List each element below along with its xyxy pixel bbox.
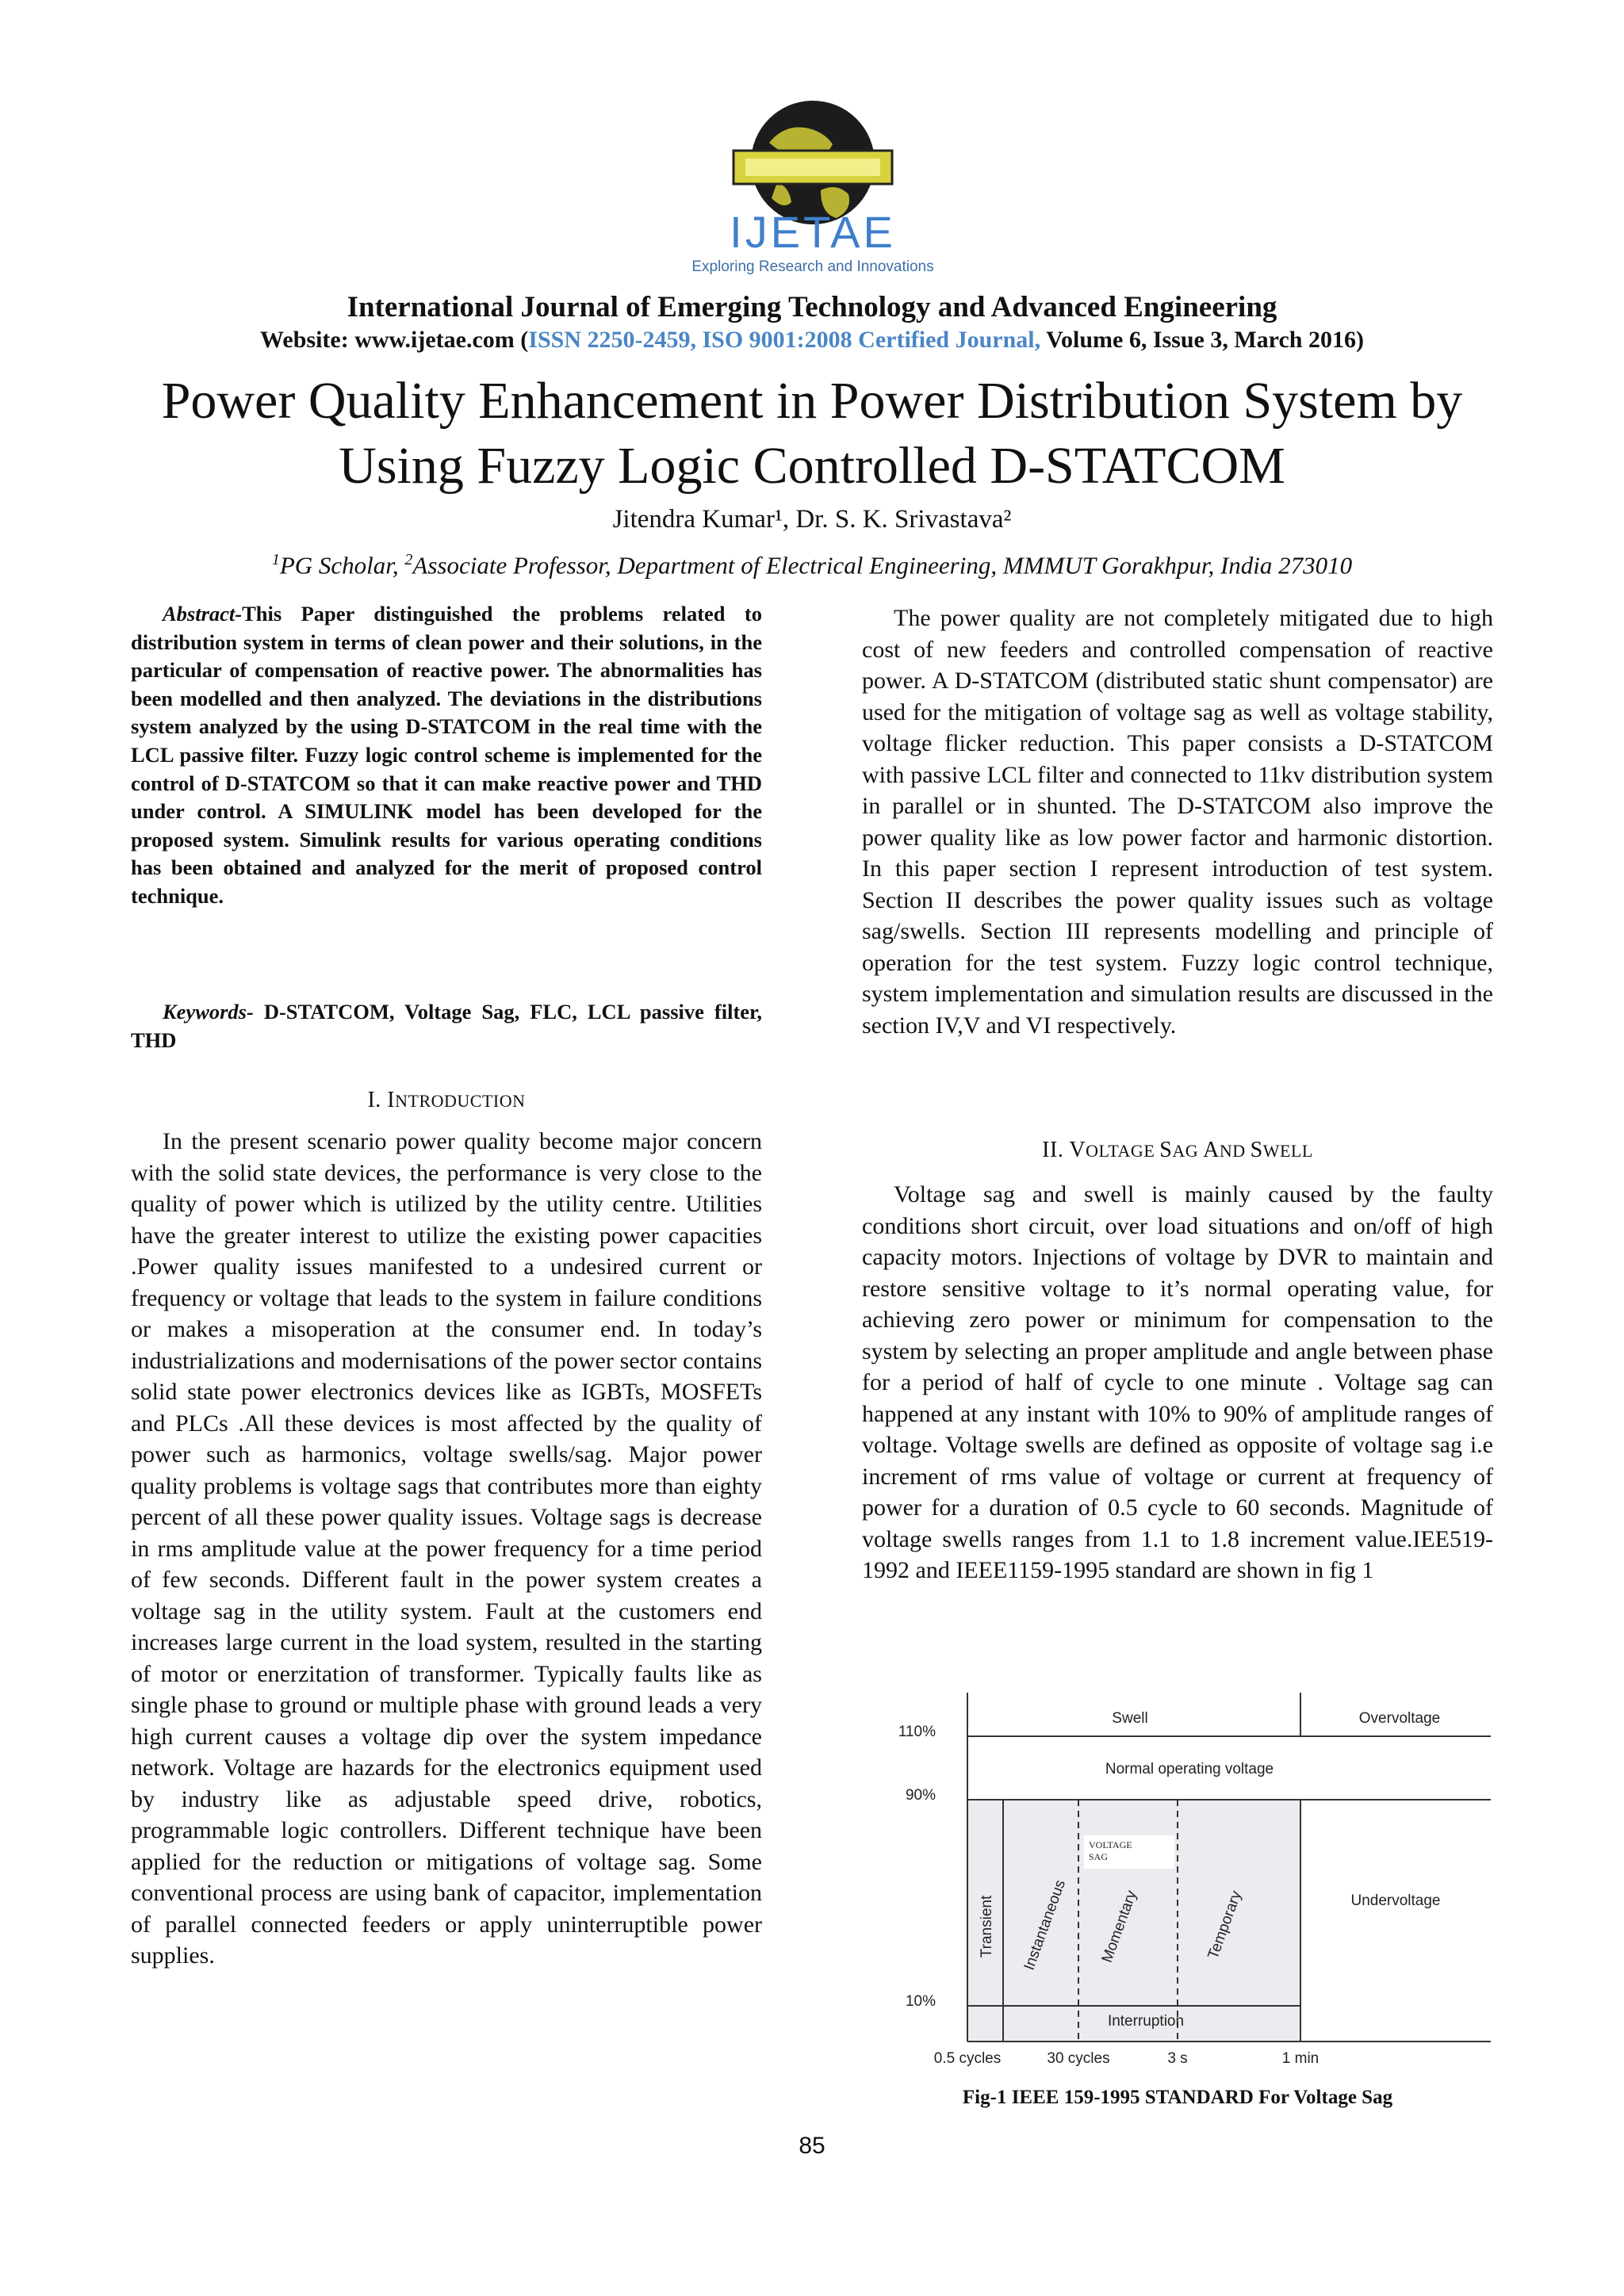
section-1-body: In the present scenario power quality become major concern with the solid state devices, the performance is very close to the quality of power which is utilized by the utility centre. Utilities have the greater interest to utilize the existing power capacities .Power quality issues manifested to a undesired current or frequency or voltage that leads to the system in failure conditions or makes a misoperation at the consumer end. In today’s industrializations and modernisations of the power sector contains solid state power electronics devices like as IGBTs, MOSFETs and PLCs .All these devices is most affected by the quality of power such as harmonics, voltage swells/sag. Major power quality problems is voltage sags that contributes more than eighty percent of all these power quality issues. Voltage sags is decrease in rms amplitude value at the power frequency for a time period of few seconds. Different fault in the power system creates a voltage sag in the utility system. Fault at the customers end increases large current in the load system, resulted in the starting of motor or enerzitation of transformer. Typically faults like as single phase to ground or multiple phase with ground leads a very high current causes a voltage dip over the system impedance network. Voltage are hazards for the electronics equipment used by industry like as adjustable speed drive, robotics, programmable logic controllers. Different technique have been applied for the reduction or mitigations of voltage sag. Some conventional process are using bank of capacitor, implementation of parallel connected feeders or apply uninterruptible power supplies. — [131, 1128, 762, 1969]
website-prefix: Website: www.ijetae.com ( — [260, 327, 529, 353]
affiliation — [0, 551, 1624, 580]
affiliation-sup-1: 1 — [271, 551, 280, 568]
transient-label: Transient — [979, 1895, 995, 1958]
sag-label-line-2: SAG — [1089, 1851, 1109, 1862]
overvoltage-label: Overvoltage — [1358, 1710, 1441, 1727]
y-label-90: 90% — [905, 1787, 936, 1804]
y-label-10: 10% — [905, 1993, 936, 2010]
intro-continuation: The power quality are not completely mitigated due to high cost of new feeders and controlled compensation of reactive power. A D-STATCOM (distributed static shunt compensator) are used for the mitigation of voltage sag as well as voltage stability, voltage flicker reduction. This paper consists a D-STATCOM with passive LCL filter and connected to 11kv distribution system in parallel or in shunted. The D-STATCOM also improve the power quality like as low power factor and harmonic distortion. In this paper section I represent introduction of test system. Section II describes the power quality issues such as voltage sag/swells. Section III represents modelling and principle of operation for the test system. Fuzzy logic control technique, system implementation and simulation results are discussed in the section IV,V and VI respectively. — [862, 605, 1493, 1039]
x-label-3s: 3 s — [1167, 2050, 1188, 2067]
keywords-lead: Keywords- — [163, 1000, 254, 1024]
section-1-heading: I. INTRODUCTION — [367, 1088, 526, 1112]
journal-name: International Journal of Emerging Technology and Advanced Engineering — [347, 291, 1277, 323]
keywords-text: D-STATCOM, Voltage Sag, FLC, LCL passive filter, THD — [131, 1000, 762, 1052]
swell-label: Swell — [1112, 1710, 1148, 1727]
paper-title-line-2: Using Fuzzy Logic Controlled D-STATCOM — [339, 437, 1285, 495]
section-2-body: Voltage sag and swell is mainly caused by the faulty conditions short circuit, over load situations and on/off of high capacity motors. Injections of voltage by DVR to maintain and restore sensitive voltage to it’s normal operating value, for achieving zero power or minimum for compensation to the system by selecting an proper amplitude and angle between phase for a period of half of cycle to one minute . Voltage sag can happened at any instant with 10% to 90% of amplitude ranges of voltage. Voltage swells are defined as opposite of voltage sag i.e increment of rms value of voltage or current at frequency of power for a duration of 0.5 cycle to 60 seconds. Magnitude of voltage swells ranges from 1.1 to 1.8 increment value.IEE519-1992 and IEEE1159-1995 standard are shown in fig 1 — [862, 1181, 1493, 1583]
volume-text: Volume 6, Issue 3, March 2016) — [1040, 327, 1364, 353]
temporary-label: Temporary — [1205, 1888, 1246, 1961]
paper-title — [0, 369, 1624, 499]
issn-text: ISSN 2250-2459, ISO 9001:2008 Certified Journal, — [528, 327, 1041, 353]
logo-tagline: Exploring Research and Innovations — [691, 258, 934, 275]
affiliation-sup-2: 2 — [404, 551, 413, 568]
abstract-lead: Abstract- — [163, 602, 243, 626]
ijetae-logo — [619, 95, 1007, 277]
figure-1-caption: Fig-1 IEEE 159-1995 STANDARD For Voltage Sag — [962, 2087, 1393, 2108]
interruption-label: Interruption — [1107, 2013, 1185, 2030]
abstract — [131, 600, 762, 911]
abstract-text: This Paper distinguished the problems related to distribution system in terms of clean power and their solutions, in the particular of compensation of reactive power. The abnormalities has been modelled and then analyzed. The deviations in the distributions system analyzed by the using D-STATCOM in the real time with the LCL passive filter. Fuzzy logic control scheme is implemented for the control of D-STATCOM so that it can make reactive power and THD under control. A SIMULINK model has been developed for the proposed system. Simulink results for various operating conditions has been obtained and analyzed for the merit of proposed control technique. — [131, 602, 762, 908]
keywords — [131, 997, 762, 1054]
sag-label-line-1: VOLTAGE — [1089, 1839, 1132, 1850]
paper-title-line-1: Power Quality Enhancement in Power Distribution System by — [161, 372, 1463, 430]
momentary-label: Momentary — [1098, 1888, 1140, 1965]
x-label-30-cycles: 30 cycles — [1047, 2050, 1110, 2067]
website-line — [0, 327, 1624, 354]
authors: Jitendra Kumar¹, Dr. S. K. Srivastava² — [612, 505, 1012, 534]
page-number: 85 — [799, 2133, 825, 2159]
undervoltage-label: Undervoltage — [1350, 1892, 1441, 1909]
y-label-110: 110% — [898, 1724, 936, 1740]
section-2-heading: II. VOLTAGE SAG AND SWELL — [1042, 1138, 1313, 1162]
x-label-0.5-cycles: 0.5 cycles — [933, 2050, 1002, 2067]
svg-text:IJETAE: IJETAE — [730, 207, 896, 257]
instantaneous-label: Instantaneous — [1021, 1877, 1070, 1973]
affiliation-part-2: Associate Professor, Department of Electrical Engineering, MMMUT Gorakhpur, India 273010 — [412, 551, 1353, 580]
figure-1-voltage-chart — [876, 1689, 1495, 2069]
normal-voltage-label: Normal operating voltage — [1105, 1761, 1274, 1777]
x-label-1min: 1 min — [1281, 2050, 1320, 2067]
affiliation-part-1: PG Scholar, — [279, 551, 405, 580]
